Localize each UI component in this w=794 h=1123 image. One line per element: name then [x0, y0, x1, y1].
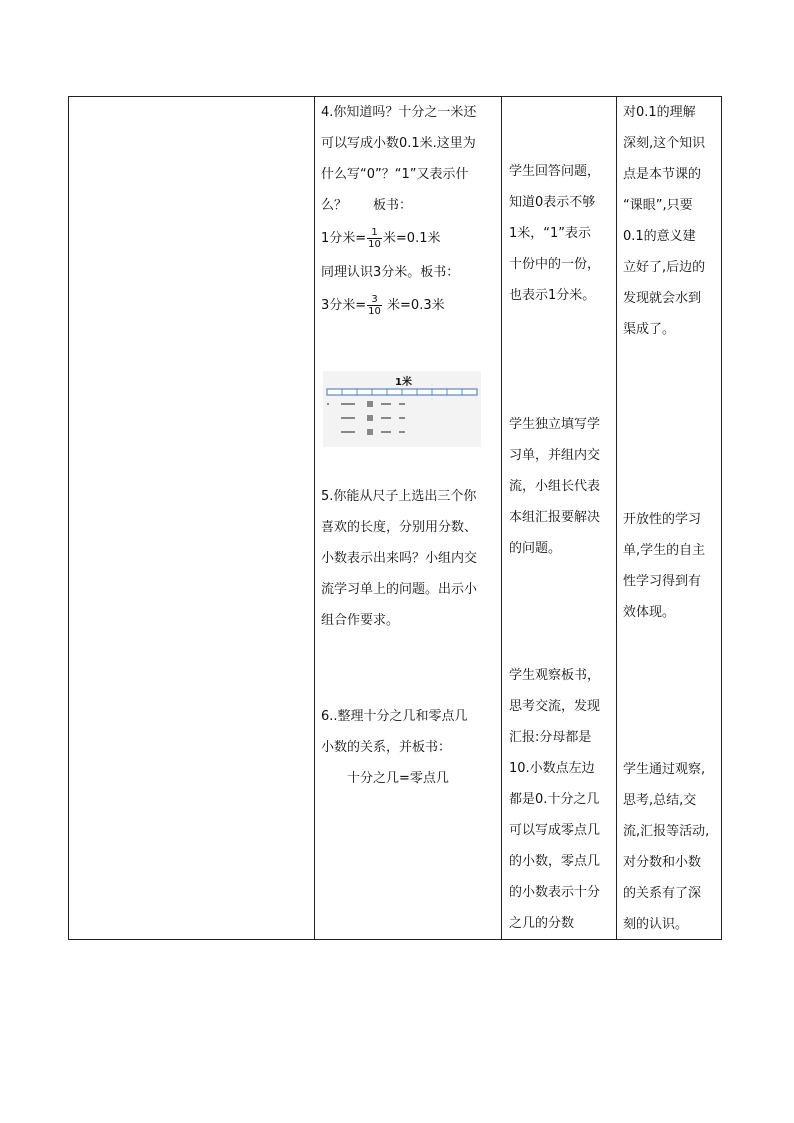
text-line: 之几的分数	[509, 916, 575, 931]
text-line: 4.你知道吗？十分之一米还	[321, 105, 477, 120]
lesson-table	[68, 96, 722, 940]
a4-block	[509, 156, 600, 311]
a5-block	[509, 409, 600, 564]
r4-block	[623, 97, 705, 345]
text-line: 0.1的意义建	[623, 229, 696, 244]
text-line: 的关系有了深	[623, 886, 702, 901]
equation-3dm: 3分米= $\frac{3}{10}$ 米=0.3米	[321, 294, 445, 317]
q5-block	[321, 481, 477, 636]
text-line: 十份中的一份，	[509, 257, 601, 272]
text-line: 流，小组长代表	[509, 479, 601, 494]
text-line: 1米，“1”表示	[509, 226, 592, 241]
text-line: 深刻,这个知识	[623, 136, 706, 151]
r5-block	[623, 504, 705, 628]
ruler-worksheet-rows	[327, 401, 405, 435]
r6-block	[623, 754, 709, 940]
ruler-image	[323, 371, 481, 447]
text-line: 思考交流，发现	[509, 699, 601, 714]
text-line: 学生通过观察,	[623, 762, 706, 777]
text-line: 5.你能从尺子上选出三个你	[321, 489, 477, 504]
text-line: 流学习单上的问题。出示小	[321, 582, 478, 597]
column-blank	[69, 97, 314, 939]
text-line: 的问题。	[509, 541, 562, 556]
text-line: 小数表示出来吗？小组内交	[321, 551, 478, 566]
q4-block	[321, 97, 476, 324]
text-line: 效体现。	[623, 605, 676, 620]
text-line: 流,汇报等活动,	[623, 824, 710, 839]
fraction: $\frac{3}{10}$	[368, 294, 381, 317]
text-line: 单,学生的自主	[623, 543, 706, 558]
column-teacher-activity	[315, 97, 501, 939]
text-line: 学生独立填写学	[509, 417, 601, 432]
text-line: 的小数，零点几	[509, 854, 601, 869]
text-line: 汇报:分母都是	[509, 730, 592, 745]
text-line: 喜欢的长度，分别用分数、	[321, 520, 478, 535]
text-line: 习单，并组内交	[509, 448, 601, 463]
text-line: 十分之几=零点几	[321, 771, 449, 786]
text-line: 10.小数点左边	[509, 761, 595, 776]
text-line: 么？ 板书：	[321, 198, 413, 213]
text-line: 的小数表示十分	[509, 885, 601, 900]
ruler-label: 1米	[395, 377, 412, 388]
text-line: 什么写“0”？“1”又表示什	[321, 167, 469, 182]
text-line: 开放性的学习	[623, 512, 702, 527]
text-line: 学生回答问题，	[509, 164, 601, 179]
text-line: 点是本节课的	[623, 167, 702, 182]
text-line: 组合作要求。	[321, 613, 400, 628]
text-line: 对0.1的理解	[623, 105, 696, 120]
text-line: 小数的关系，并板书：	[321, 740, 452, 755]
text-line: 性学习得到有	[623, 574, 702, 589]
text-line: 知道0表示不够	[509, 195, 596, 210]
text-line: 本组汇报要解决	[509, 510, 601, 525]
text-line: 渠成了。	[623, 322, 676, 337]
a6-block	[509, 660, 600, 939]
text-line: 可以写成小数0.1米.这里为	[321, 136, 476, 151]
text-line: 学生观察板书，	[509, 668, 601, 683]
text-line: 发现就会水到	[623, 291, 702, 306]
text-line: 6..整理十分之几和零点几	[321, 709, 468, 724]
text-line: “课眼”,只要	[623, 198, 693, 213]
text-line: 对分数和小数	[623, 855, 702, 870]
q6-block	[321, 701, 468, 794]
text-line: 都是0.十分之几	[509, 792, 600, 807]
text-line: 可以写成零点几	[509, 823, 601, 838]
text-line: 立好了,后边的	[623, 260, 706, 275]
column-student-activity	[502, 97, 616, 939]
fraction: $\frac{1}{10}$	[368, 227, 381, 250]
ruler-diagram	[323, 371, 481, 447]
text-line: 也表示1分米。	[509, 288, 596, 303]
text-line: 思考,总结,交	[623, 793, 697, 808]
column-design-intent	[617, 97, 721, 939]
text-line: 刻的认识。	[623, 917, 689, 932]
equation-1dm: 1分米= $\frac{1}{10}$ 米=0.1米	[321, 227, 441, 250]
text-line: 同理认识3分米。板书：	[321, 265, 460, 280]
